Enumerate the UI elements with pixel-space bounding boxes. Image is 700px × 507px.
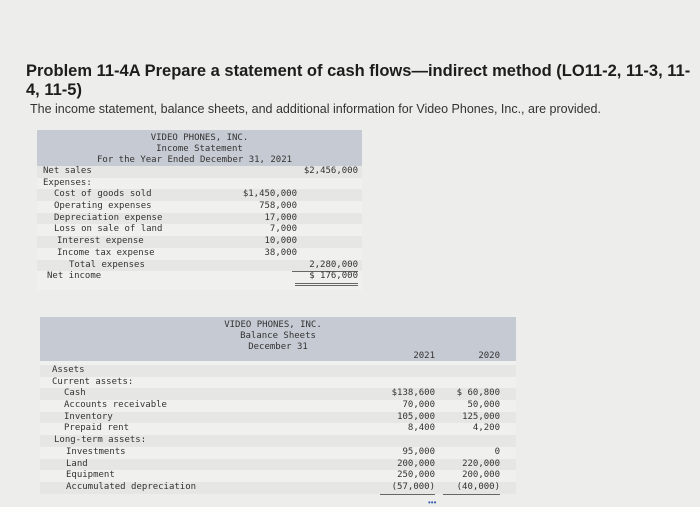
value-2021: 200,000 — [397, 458, 435, 469]
value-2020: 50,000 — [467, 400, 500, 411]
row-label: Assets — [52, 365, 85, 375]
expense-value: 17,000 — [264, 212, 297, 223]
row-label: Total expenses — [69, 259, 145, 270]
problem-intro: The income statement, balance sheets, and additional information for Video Phones, Inc., are provided. — [30, 102, 601, 116]
row-label: Long-term assets: — [54, 435, 147, 446]
year-2020: 2020 — [478, 351, 500, 361]
value-2020: 4,200 — [472, 423, 500, 434]
value-2020: 125,000 — [462, 411, 500, 422]
table-row — [37, 178, 362, 190]
table-row — [37, 213, 362, 225]
value-2021: 8,400 — [407, 423, 435, 434]
row-label: Prepaid rent — [64, 423, 130, 434]
value-2021: (57,000) — [380, 482, 435, 495]
income-statement — [37, 130, 362, 290]
table-row — [37, 189, 362, 201]
statement-period: For the Year Ended December 31, 2021 — [97, 155, 293, 165]
table-row — [37, 260, 362, 272]
row-label: Operating expenses — [54, 201, 152, 212]
row-label: Cost of goods sold — [54, 189, 152, 200]
table-row — [37, 271, 362, 283]
net-income: $ 176,000 — [295, 271, 358, 286]
statement-name: Balance Sheets — [240, 331, 316, 341]
expense-value: 7,000 — [269, 224, 297, 235]
expense-value: $1,450,000 — [242, 189, 297, 200]
value-2021: $138,600 — [391, 388, 435, 399]
table-row — [40, 400, 516, 412]
row-label: Equipment — [66, 470, 115, 481]
value-2020: (40,000) — [443, 482, 500, 495]
table-row — [40, 365, 516, 377]
value-2020: 0 — [494, 446, 500, 457]
table-row — [37, 224, 362, 236]
balance-header — [40, 317, 516, 361]
balance-sheet — [40, 317, 516, 492]
row-label: Depreciation expense — [54, 212, 163, 223]
table-row — [37, 201, 362, 213]
row-label: Interest expense — [57, 236, 144, 247]
row-label: Net sales — [43, 166, 92, 176]
row-label: Inventory — [64, 411, 113, 422]
row-label: Cash — [64, 388, 86, 399]
value-2020: 220,000 — [462, 458, 500, 469]
table-row — [37, 166, 362, 178]
value-2021: 95,000 — [402, 446, 435, 457]
company-name: VIDEO PHONES, INC. — [150, 133, 249, 143]
row-label: Accounts receivable — [64, 400, 167, 411]
expense-value: 38,000 — [232, 248, 297, 261]
row-label: Net income — [47, 271, 102, 282]
table-row — [40, 423, 516, 435]
table-row — [40, 459, 516, 471]
total-expenses: 2,280,000 — [292, 260, 358, 273]
table-row — [37, 236, 362, 248]
expense-value: 10,000 — [264, 236, 297, 247]
table-row — [40, 470, 516, 482]
row-label: Loss on sale of land — [54, 224, 163, 235]
value-2021: 70,000 — [402, 400, 435, 411]
table-row — [40, 377, 516, 389]
table-row — [40, 388, 516, 400]
row-label: Investments — [66, 446, 126, 457]
more-icon[interactable]: ••• — [428, 498, 437, 507]
company-name: VIDEO PHONES, INC. — [224, 320, 322, 330]
row-label: Expenses: — [43, 177, 92, 188]
income-header — [37, 130, 362, 166]
value-2020: 200,000 — [462, 470, 500, 481]
net-sales-total: $2,456,000 — [303, 166, 358, 176]
statement-name: Income Statement — [156, 144, 243, 154]
table-row — [40, 435, 516, 447]
pagination-bar — [0, 498, 700, 505]
expense-value: 758,000 — [259, 201, 297, 212]
row-label: Current assets: — [52, 376, 134, 387]
table-row — [40, 412, 516, 424]
table-row — [40, 482, 516, 494]
row-label: Income tax expense — [57, 247, 155, 258]
problem-title: Problem 11-4A Prepare a statement of cash flows—indirect method (LO11-2, 11-3, 11-4, 11-5) — [26, 62, 691, 99]
table-row — [37, 248, 362, 260]
value-2020: $ 60,800 — [456, 388, 500, 399]
year-2021: 2021 — [413, 351, 435, 361]
row-label: Land — [66, 458, 88, 469]
table-row — [40, 447, 516, 459]
value-2021: 105,000 — [397, 411, 435, 422]
statement-date: December 31 — [248, 342, 308, 352]
value-2021: 250,000 — [397, 470, 435, 481]
row-label: Accumulated depreciation — [66, 481, 197, 492]
